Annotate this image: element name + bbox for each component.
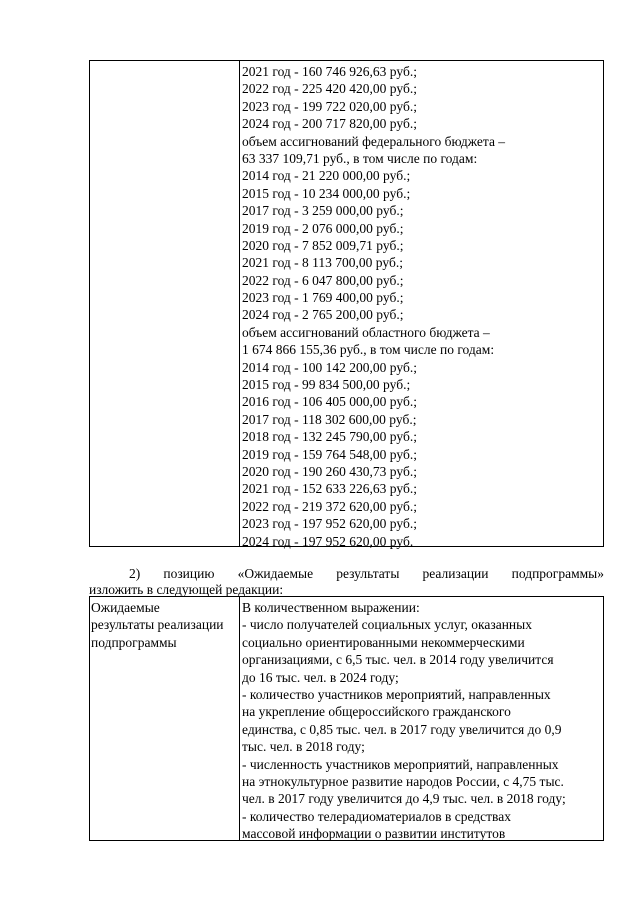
funding-line: 2014 год - 21 220 000,00 руб.; [242, 168, 411, 184]
funding-line: 2015 год - 10 234 000,00 руб.; [242, 185, 411, 201]
results-line: единства, с 0,85 тыс. чел. в 2017 году увеличится до 0,9 [242, 721, 562, 737]
funding-line: объем ассигнований областного бюджета – [242, 324, 490, 340]
funding-table [89, 60, 604, 547]
funding-line: 2022 год - 6 047 800,00 руб.; [242, 272, 404, 288]
results-line: - число получателей социальных услуг, оказанных [242, 617, 532, 633]
funding-line: 2019 год - 159 764 548,00 руб.; [242, 446, 417, 462]
results-table [89, 596, 604, 841]
funding-line: 2024 год - 197 952 620,00 руб. [242, 533, 414, 549]
funding-line: 2021 год - 160 746 926,63 руб.; [242, 64, 417, 79]
amendment-paragraph-line-2: изложить в следующей редакции: [89, 582, 284, 597]
funding-line: 2015 год - 99 834 500,00 руб.; [242, 377, 411, 393]
results-line: - количество участников мероприятий, направленных [242, 686, 551, 702]
results-label-line: результаты реализации [91, 617, 224, 633]
funding-line: 2016 год - 106 405 000,00 руб.; [242, 394, 417, 410]
results-line: на этнокультурное развитие народов России, с 4,75 тыс. [242, 773, 564, 789]
funding-line: 2014 год - 100 142 200,00 руб.; [242, 359, 417, 375]
funding-line: 2023 год - 1 769 400,00 руб.; [242, 290, 404, 306]
funding-line: 2024 год - 200 717 820,00 руб.; [242, 116, 417, 132]
results-line: до 16 тыс. чел. в 2024 году; [242, 669, 399, 685]
results-table-value-cell [241, 599, 603, 842]
funding-line: 2023 год - 197 952 620,00 руб.; [242, 516, 417, 532]
results-line: - численность участников мероприятий, направленных [242, 756, 559, 772]
funding-line: 2021 год - 152 633 226,63 руб.; [242, 481, 417, 497]
funding-line: 2019 год - 2 076 000,00 руб.; [242, 220, 404, 236]
funding-line: 2017 год - 3 259 000,00 руб.; [242, 203, 404, 219]
results-line: социально ориентированными некоммерческими [242, 634, 525, 650]
funding-line: объем ассигнований федерального бюджета – [242, 133, 506, 149]
funding-line: 2023 год - 199 722 020,00 руб.; [242, 98, 417, 114]
results-line: тыс. чел. в 2018 году; [242, 739, 365, 755]
funding-table-value-cell [241, 63, 603, 550]
results-label-line: подпрограммы [91, 634, 177, 650]
results-line: - количество телерадиоматериалов в средствах [242, 808, 511, 824]
funding-line: 2020 год - 190 260 430,73 руб.; [242, 463, 417, 479]
funding-line: 2017 год - 118 302 600,00 руб.; [242, 411, 417, 427]
results-line: на укрепление общероссийского гражданского [242, 704, 511, 720]
funding-line: 2022 год - 225 420 420,00 руб.; [242, 81, 417, 97]
funding-line: 63 337 109,71 руб., в том числе по годам: [242, 150, 478, 166]
results-line: массовой информации о развитии институтов [242, 826, 506, 842]
amendment-paragraph-line-1: 2) позицию «Ожидаемые результаты реализации подпрограммы» [129, 566, 604, 581]
funding-line: 2021 год - 8 113 700,00 руб.; [242, 255, 403, 271]
funding-line: 1 674 866 155,36 руб., в том числе по годам: [242, 342, 495, 358]
results-line: организациями, с 6,5 тыс. чел. в 2014 году увеличится [242, 652, 554, 668]
funding-table-label-cell [90, 61, 240, 546]
funding-line: 2022 год - 219 372 620,00 руб.; [242, 498, 417, 514]
funding-line: 2020 год - 7 852 009,71 руб.; [242, 237, 404, 253]
funding-line: 2024 год - 2 765 200,00 руб.; [242, 307, 404, 323]
results-table-label-cell [90, 597, 240, 840]
amendment-paragraph [89, 566, 604, 598]
results-line: В количественном выражении: [242, 600, 420, 615]
funding-line: 2018 год - 132 245 790,00 руб.; [242, 429, 417, 445]
results-label-line: Ожидаемые [91, 600, 160, 615]
results-line: чел. в 2017 году увеличится до 4,9 тыс. чел. в 2018 году; [242, 791, 566, 807]
